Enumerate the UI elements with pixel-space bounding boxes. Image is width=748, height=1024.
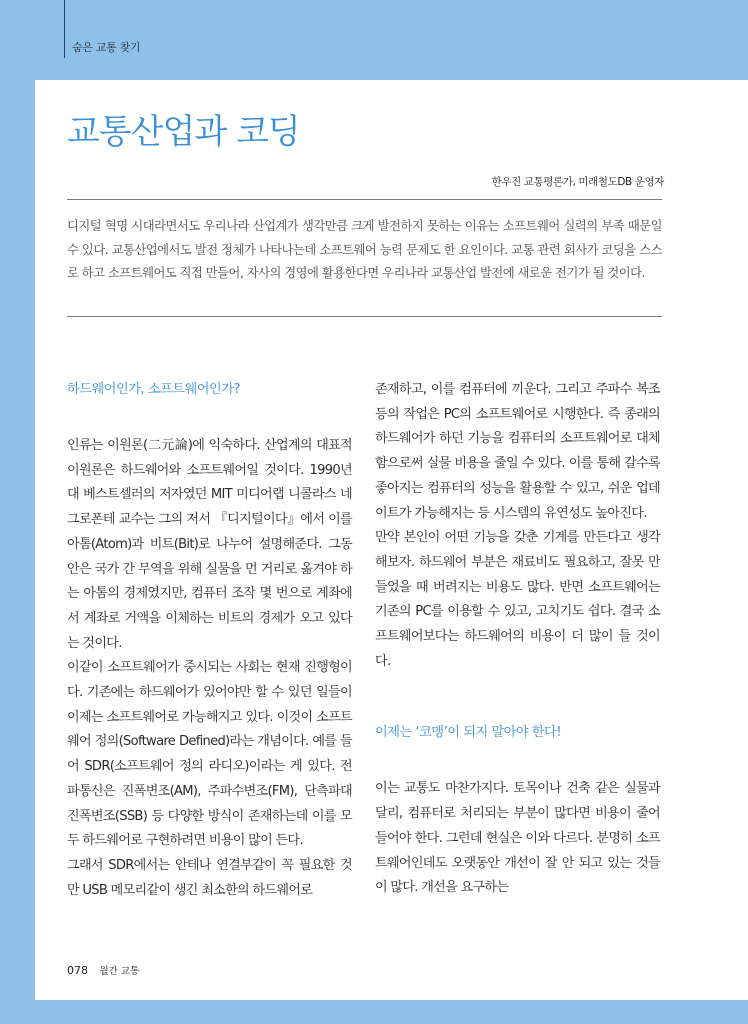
right-column bbox=[375, 378, 660, 901]
left-column bbox=[67, 378, 352, 903]
spacer bbox=[67, 402, 352, 434]
lead-bottom-rule bbox=[67, 316, 662, 317]
section-divider bbox=[64, 0, 65, 58]
page-footer bbox=[67, 963, 139, 977]
section-label: 숨은 교통 찾기 bbox=[72, 41, 141, 54]
subhead-hardware-software: 하드웨어인가, 소프트웨어인가? bbox=[67, 382, 240, 397]
body-paragraph: 이는 교통도 마찬가지다. 토목이나 건축 같은 실물과 달리, 컴퓨터로 처리되는 부분이 많다면 비용이 줄어들어야 한다. 그런데 현실은 이와 다르다. 분명히 소프트웨어인데도 오랫동안 개선이 잘 안 되고 있는 것들이 많다. 개선을 요구하는 bbox=[375, 781, 660, 896]
body-paragraph: 이같이 소프트웨어가 중시되는 사회는 현재 진행형이다. 기존에는 하드웨어가 있어야만 할 수 있던 일들이 이제는 소프트웨어로 가능해지고 있다. 이것이 소프트웨어 정의(Software Defined)라는 개념이다. 예를 들어 SDR(소프트웨어 정의 라디오)이라는 게 있다. 전파통신은 진폭변조(AM), 주파수변조(FM), 단측파대 진폭변조(SSB) 등 다양한 방식이 존재하는데 이를 모두 하드웨어로 구현하려면 비용이 많이 든다. bbox=[67, 660, 352, 849]
lead-paragraph: 디지털 혁명 시대라면서도 우리나라 산업계가 생각만큼 크게 발전하지 못하는 이유는 소프트웨어 실력의 부족 때문일 수 있다. 교통산업에서도 발전 정체가 나타나는데 소프트웨어 능력 문제도 한 요인이다. 교통 관련 회사가 코딩을 스스로 하고 소프트웨어도 직접 만들어, 자사의 경영에 활용한다면 우리나라 교통산업 발전에 새로운 전기가 될 것이다. bbox=[67, 219, 662, 280]
body-paragraph: 인류는 이원론(二元論)에 익숙하다. 산업계의 대표적 이원론은 하드웨어와 소프트웨어일 것이다. 1990년대 베스트셀러의 저자였던 MIT 미디어랩 니콜라스 네그로폰테 교수는 그의 저서 『디지털이다』에서 이를 아톰(Atom)과 비트(Bit)로 나누어 설명해준다. 그동안은 국가 간 무역을 위해 실물을 먼 거리로 옮겨야 하는 아톰의 경제였지만, 컴퓨터 조작 몇 번으로 계좌에서 계좌로 거액을 이체하는 비트의 경제가 오고 있다는 것이다. bbox=[67, 438, 352, 651]
body-paragraph: 그래서 SDR에서는 안테나 연결부같이 꼭 필요한 것만 USB 메모리같이 생긴 최소한의 하드웨어로 bbox=[67, 857, 352, 898]
body-paragraph: 만약 본인이 어떤 기능을 갖춘 기계를 만든다고 생각해보자. 하드웨어 부분은 재료비도 필요하고, 잘못 만들었을 때 버려지는 비용도 많다. 반면 소프트웨어는 기존의 PC를 이용할 수 있고, 고치기도 쉽다. 결국 소프트웨어보다는 하드웨어의 비용이 더 많이 들 것이다. bbox=[375, 530, 660, 669]
spacer bbox=[375, 745, 660, 777]
page-number: 078 bbox=[67, 964, 88, 977]
subhead-coding-illiteracy: 이제는 ‘코맹’이 되지 말아야 한다! bbox=[375, 725, 562, 741]
author-byline: 한우진 교통평론가, 미래철도DB 운영자 bbox=[491, 176, 664, 188]
left-margin-band bbox=[0, 0, 35, 1024]
footer-band bbox=[0, 1000, 748, 1024]
article-title: 교통산업과 코딩 bbox=[67, 112, 300, 152]
body-paragraph: 존재하고, 이를 컴퓨터에 끼운다. 그리고 주파수 복조 등의 작업은 PC의 소프트웨어로 시행한다. 즉 종래의 하드웨어가 하던 기능을 컴퓨터의 소프트웨어로 대체함으로써 실물 비용을 줄일 수 있다. 이를 통해 갈수록 좋아지는 컴퓨터의 성능을 활용할 수 있고, 쉬운 업데이트가 가능해지는 등 시스템의 유연성도 높아진다. bbox=[375, 382, 660, 521]
spacer bbox=[375, 674, 660, 721]
lead-top-rule bbox=[67, 199, 662, 200]
magazine-name: 월간 교통 bbox=[99, 966, 140, 977]
